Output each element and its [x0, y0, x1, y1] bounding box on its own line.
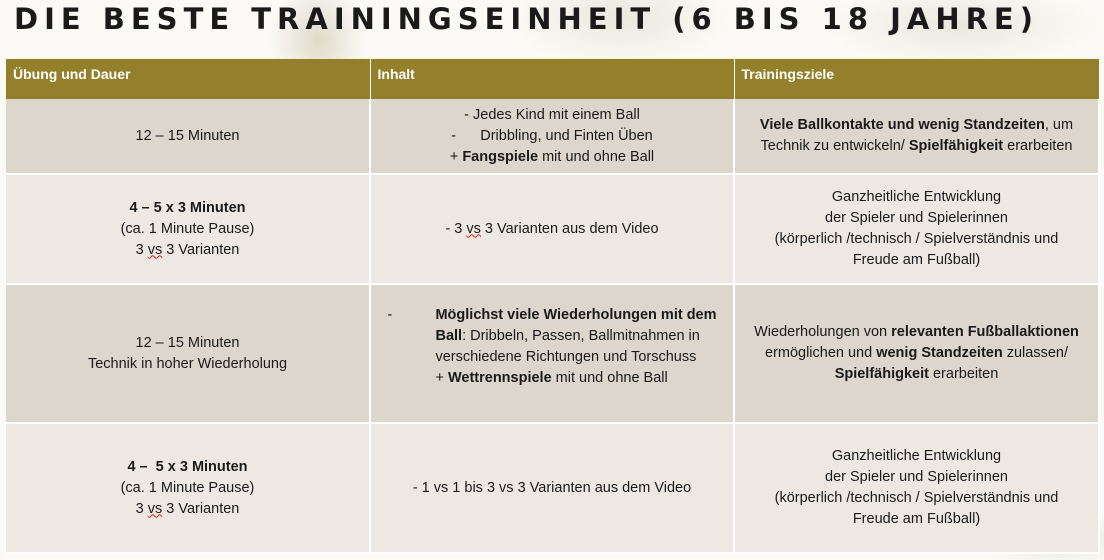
duration-text: 12 – 15 Minuten: [135, 334, 240, 351]
table-row: [6, 284, 1099, 423]
duration-part: 3 Varianten: [162, 241, 240, 258]
goals-line: [739, 343, 1094, 364]
duration-bold: 4 – 5 x 3 Minuten: [129, 199, 246, 216]
spellcheck-word: vs: [147, 500, 163, 517]
content-line: [415, 326, 716, 347]
duration-bold: 4 – 5 x 3 Minuten: [127, 458, 248, 475]
duration-text: (ca. 1 Minute Pause): [120, 479, 255, 496]
duration-part: 3: [135, 500, 148, 517]
header-content: Inhalt: [370, 59, 734, 99]
content-bold: Ball: [435, 327, 463, 344]
content-text: 3 Varianten aus dem Video: [480, 220, 659, 237]
content-line: - Dribbling, und Finten Üben: [451, 127, 653, 144]
content-line: [375, 219, 729, 240]
goals-text: Technik zu entwickeln/: [760, 138, 909, 154]
header-goals: Trainingsziele: [734, 59, 1099, 99]
goals-text: , um: [1044, 117, 1074, 133]
goals-cell: [734, 174, 1099, 284]
goals-text: zulassen/: [1002, 345, 1069, 361]
goals-line: [739, 136, 1094, 157]
content-text: : Dribbeln, Passen, Ballmitnahmen in: [462, 327, 700, 344]
duration-cell: [6, 99, 370, 174]
content-line: [415, 305, 716, 326]
content-bold: Wettrennspiele: [447, 369, 552, 386]
goals-bold: wenig Standzeiten: [876, 345, 1003, 361]
header-duration: Übung und Dauer: [6, 59, 370, 99]
goals-bold: relevanten Fußballaktionen: [891, 324, 1079, 340]
content-text: mit und ohne Ball: [538, 148, 655, 165]
goals-bold: Spielfähigkeit: [834, 366, 929, 382]
table-row: [6, 174, 1099, 284]
goals-text: Wiederholungen von: [754, 324, 892, 340]
goals-line: [739, 322, 1094, 343]
duration-text: (ca. 1 Minute Pause): [120, 220, 255, 237]
goals-cell: [734, 284, 1099, 423]
content-cell: [370, 284, 734, 423]
bullet-dash: -: [387, 306, 393, 323]
spellcheck-word: vs: [466, 220, 481, 237]
goals-line: [739, 115, 1094, 136]
content-line: - Jedes Kind mit einem Ball: [464, 106, 640, 123]
goals-bold: Spielfähigkeit: [908, 138, 1004, 154]
goals-line: Ganzheitliche Entwicklung: [831, 189, 1002, 205]
goals-text: erarbeiten: [1003, 138, 1073, 154]
goals-line: Freude am Fußball): [852, 511, 981, 527]
spellcheck-word: vs: [147, 241, 163, 258]
goals-cell: [734, 99, 1099, 174]
table-row: [6, 423, 1099, 553]
content-line: [415, 368, 716, 389]
content-text: +: [435, 369, 448, 386]
goals-line: der Spieler und Spielerinnen: [825, 469, 1008, 485]
duration-cell: [6, 423, 370, 553]
content-line: verschiedene Richtungen und Torschuss: [435, 348, 697, 365]
goals-line: Ganzheitliche Entwicklung: [831, 448, 1002, 464]
duration-cell: [6, 174, 370, 284]
duration-text: 12 – 15 Minuten: [135, 127, 240, 144]
goals-text: erarbeiten: [928, 366, 999, 382]
duration-text: Technik in hoher Wiederholung: [87, 355, 288, 372]
content-text: - 3: [445, 220, 467, 237]
goals-line: der Spieler und Spielerinnen: [825, 210, 1008, 226]
content-line: - 1 vs 1 bis 3 vs 3 Varianten aus dem Video: [412, 479, 692, 496]
goals-line: (körperlich /technisch / Spielverständnis und: [774, 490, 1059, 506]
content-bold: Möglichst viele Wiederholungen mit dem: [435, 306, 717, 323]
content-block: [387, 305, 716, 389]
page-title: DIE BESTE TRAININGSEINHEIT (6 BIS 18 JAHRE): [14, 2, 1039, 36]
duration-text: [10, 499, 365, 520]
goals-line: Freude am Fußball): [852, 252, 981, 268]
content-cell: [370, 174, 734, 284]
content-bold: Fangspiele: [462, 148, 539, 165]
content-line: [375, 147, 729, 168]
content-text: +: [449, 148, 463, 165]
content-cell: [370, 423, 734, 553]
duration-text: [10, 240, 365, 261]
goals-text: ermöglichen und: [764, 345, 877, 361]
duration-cell: [6, 284, 370, 423]
table-header-row: [6, 59, 1099, 99]
content-cell: [370, 99, 734, 174]
goals-cell: [734, 423, 1099, 553]
goals-line: (körperlich /technisch / Spielverständnis und: [774, 231, 1059, 247]
duration-part: 3 Varianten: [162, 500, 240, 517]
training-table: [6, 59, 1100, 554]
duration-part: 3: [135, 241, 148, 258]
goals-line: [739, 364, 1094, 385]
table-row: [6, 99, 1099, 174]
content-text: mit und ohne Ball: [551, 369, 668, 386]
goals-bold: Viele Ballkontakte und wenig Standzeiten: [759, 117, 1045, 133]
